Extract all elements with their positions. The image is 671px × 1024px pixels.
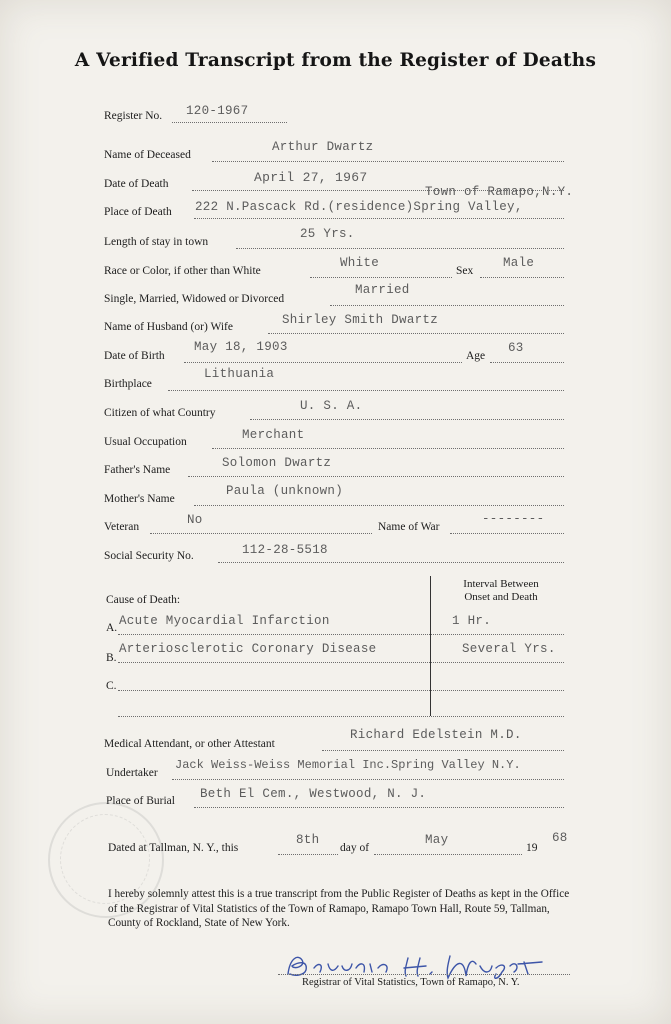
birthplace-line bbox=[168, 390, 564, 391]
cause-c-line bbox=[118, 690, 564, 691]
name-of-deceased-line bbox=[212, 161, 564, 162]
interval-header-line1: Interval Between bbox=[463, 578, 539, 590]
burial-line bbox=[194, 807, 564, 808]
veteran-value: No bbox=[187, 513, 203, 527]
undertaker-value: Jack Weiss-Weiss Memorial Inc.Spring Valley N.Y. bbox=[175, 758, 521, 772]
day-value: 8th bbox=[296, 833, 320, 847]
citizen-value: U. S. A. bbox=[300, 399, 363, 413]
war-value: -------- bbox=[482, 512, 545, 526]
place-of-death-label: Place of Death bbox=[104, 206, 172, 218]
date-of-death-value: April 27, 1967 bbox=[254, 170, 368, 185]
cause-b-line bbox=[118, 662, 564, 663]
burial-value: Beth El Cem., Westwood, N. J. bbox=[200, 787, 427, 801]
veteran-label: Veteran bbox=[104, 521, 140, 533]
register-no-value: 120-1967 bbox=[186, 104, 249, 118]
dated-at-label: Dated at Tallman, N. Y., this bbox=[108, 842, 239, 854]
occupation-value: Merchant bbox=[242, 428, 305, 442]
month-value: May bbox=[425, 833, 449, 847]
citizen-line bbox=[250, 419, 564, 420]
attendant-label: Medical Attendant, or other Attestant bbox=[104, 738, 275, 750]
signature-line bbox=[278, 974, 570, 975]
sex-value: Male bbox=[503, 256, 535, 270]
burial-label: Place of Burial bbox=[106, 795, 175, 807]
length-of-stay-value: 25 Yrs. bbox=[300, 227, 355, 241]
birthplace-label: Birthplace bbox=[104, 378, 152, 390]
race-line bbox=[310, 277, 452, 278]
place-of-death-address: 222 N.Pascack Rd.(residence)Spring Valley, bbox=[195, 200, 523, 214]
year-prefix-label: 19 bbox=[526, 842, 538, 854]
interval-a-value: 1 Hr. bbox=[452, 614, 492, 628]
length-of-stay-label: Length of stay in town bbox=[104, 236, 209, 248]
date-of-birth-label: Date of Birth bbox=[104, 350, 165, 362]
register-no-line bbox=[172, 122, 287, 123]
attendant-line bbox=[322, 750, 564, 751]
age-value: 63 bbox=[508, 341, 524, 355]
father-line bbox=[188, 476, 564, 477]
cause-of-death-label: Cause of Death: bbox=[106, 594, 181, 606]
interval-header-line2: Onset and Death bbox=[464, 591, 538, 603]
cause-d-line bbox=[118, 716, 564, 717]
register-no-label: Register No. bbox=[104, 110, 163, 122]
day-line bbox=[278, 854, 338, 855]
race-value: White bbox=[340, 256, 380, 270]
year-value: 68 bbox=[552, 831, 568, 845]
cause-a-label: A. bbox=[106, 622, 118, 634]
veteran-line bbox=[150, 533, 372, 534]
war-label: Name of War bbox=[378, 521, 440, 533]
race-label: Race or Color, if other than White bbox=[104, 265, 261, 277]
spouse-line bbox=[268, 333, 564, 334]
occupation-label: Usual Occupation bbox=[104, 436, 187, 448]
attendant-value: Richard Edelstein M.D. bbox=[350, 728, 522, 742]
occupation-line bbox=[212, 448, 564, 449]
place-of-death-town: Town of Ramapo,N.Y. bbox=[425, 185, 574, 199]
name-of-deceased-label: Name of Deceased bbox=[104, 149, 191, 161]
spouse-label: Name of Husband (or) Wife bbox=[104, 321, 233, 333]
cause-c-label: C. bbox=[106, 680, 117, 692]
sex-label: Sex bbox=[456, 265, 474, 277]
ssn-line bbox=[218, 562, 564, 563]
name-of-deceased-value: Arthur Dwartz bbox=[272, 140, 374, 154]
attestation-paragraph: I hereby solemnly attest this is a true transcript from the Public Register of Deaths as kept in the Office of the Registrar of Vital Statistics of the Town of Ramapo, Ramapo Town Hall, Route 59, Tallman, County of Rockland, State of New York. bbox=[108, 888, 570, 929]
cause-b-value: Arteriosclerotic Coronary Disease bbox=[119, 642, 377, 656]
undertaker-label: Undertaker bbox=[106, 767, 158, 779]
day-of-label: day of bbox=[340, 842, 370, 854]
registrar-caption: Registrar of Vital Statistics, Town of Ramapo, N. Y. bbox=[302, 977, 520, 988]
cause-b-label: B. bbox=[106, 652, 117, 664]
document-title: A Verified Transcript from the Register of Deaths bbox=[74, 50, 597, 71]
interval-divider bbox=[430, 576, 431, 716]
ssn-value: 112-28-5518 bbox=[242, 543, 328, 557]
citizen-label: Citizen of what Country bbox=[104, 407, 216, 419]
undertaker-line bbox=[172, 779, 564, 780]
mother-value: Paula (unknown) bbox=[226, 484, 344, 498]
interval-b-value: Several Yrs. bbox=[462, 642, 556, 656]
month-line bbox=[374, 854, 522, 855]
mother-label: Mother's Name bbox=[104, 493, 175, 505]
father-label: Father's Name bbox=[104, 464, 171, 476]
cause-a-value: Acute Myocardial Infarction bbox=[119, 614, 330, 628]
father-value: Solomon Dwartz bbox=[222, 456, 332, 470]
date-of-death-label: Date of Death bbox=[104, 178, 169, 190]
marital-status-value: Married bbox=[355, 283, 410, 297]
age-line bbox=[490, 362, 564, 363]
birthplace-value: Lithuania bbox=[204, 367, 275, 381]
ssn-label: Social Security No. bbox=[104, 550, 194, 562]
war-line bbox=[450, 533, 564, 534]
cause-a-line bbox=[118, 634, 564, 635]
age-label: Age bbox=[466, 350, 486, 362]
spouse-value: Shirley Smith Dwartz bbox=[282, 313, 439, 327]
mother-line bbox=[194, 505, 564, 506]
interval-header bbox=[436, 578, 566, 604]
date-of-birth-value: May 18, 1903 bbox=[194, 340, 288, 354]
place-of-death-line bbox=[194, 218, 564, 219]
sex-line bbox=[480, 277, 564, 278]
marital-status-line bbox=[330, 305, 564, 306]
date-of-birth-line bbox=[184, 362, 462, 363]
length-of-stay-line bbox=[236, 248, 564, 249]
marital-status-label: Single, Married, Widowed or Divorced bbox=[104, 293, 285, 305]
